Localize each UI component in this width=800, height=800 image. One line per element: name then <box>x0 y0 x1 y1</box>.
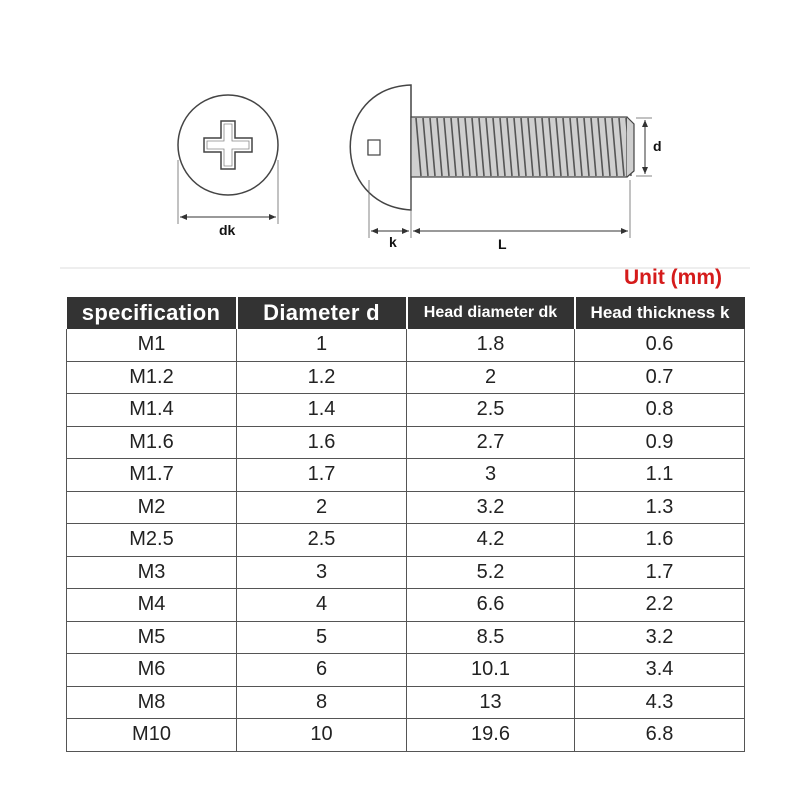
cell-head-thickness-k: 3.4 <box>575 654 745 687</box>
screw-drawing <box>0 0 800 270</box>
cell-diameter-d: 3 <box>237 556 407 589</box>
L-label: L <box>498 236 507 252</box>
cell-head-diameter-dk: 4.2 <box>407 524 575 557</box>
cell-head-thickness-k: 1.6 <box>575 524 745 557</box>
header-specification: specification <box>67 297 237 329</box>
cell-specification: M4 <box>67 589 237 622</box>
cell-diameter-d: 6 <box>237 654 407 687</box>
cell-diameter-d: 1.6 <box>237 426 407 459</box>
unit-label: Unit (mm) <box>624 266 722 289</box>
cell-head-thickness-k: 1.3 <box>575 491 745 524</box>
cell-head-thickness-k: 0.7 <box>575 361 745 394</box>
header-head-thickness-k: Head thickness k <box>575 297 745 329</box>
cell-head-diameter-dk: 3.2 <box>407 491 575 524</box>
header-diameter-d: Diameter d <box>237 297 407 329</box>
table-row <box>67 654 745 687</box>
table-row <box>67 491 745 524</box>
cell-diameter-d: 2.5 <box>237 524 407 557</box>
cell-diameter-d: 5 <box>237 621 407 654</box>
table-row <box>67 621 745 654</box>
cell-head-thickness-k: 2.2 <box>575 589 745 622</box>
cell-head-thickness-k: 0.9 <box>575 426 745 459</box>
cell-head-thickness-k: 1.7 <box>575 556 745 589</box>
cell-head-diameter-dk: 1.8 <box>407 329 575 361</box>
table-row <box>67 556 745 589</box>
table-row <box>67 394 745 427</box>
cell-head-thickness-k: 0.6 <box>575 329 745 361</box>
screw-side-view <box>350 85 652 238</box>
screw-spec-table <box>66 297 745 752</box>
table-header-row <box>67 297 745 329</box>
cell-diameter-d: 1 <box>237 329 407 361</box>
cell-head-thickness-k: 3.2 <box>575 621 745 654</box>
cell-diameter-d: 8 <box>237 686 407 719</box>
table-row <box>67 589 745 622</box>
table-row <box>67 719 745 752</box>
cell-head-diameter-dk: 6.6 <box>407 589 575 622</box>
cell-head-thickness-k: 0.8 <box>575 394 745 427</box>
cell-specification: M1 <box>67 329 237 361</box>
cell-head-diameter-dk: 13 <box>407 686 575 719</box>
table-row <box>67 361 745 394</box>
cell-specification: M5 <box>67 621 237 654</box>
cell-head-diameter-dk: 2.5 <box>407 394 575 427</box>
table-row <box>67 524 745 557</box>
cell-diameter-d: 1.7 <box>237 459 407 492</box>
cell-head-diameter-dk: 3 <box>407 459 575 492</box>
table-row <box>67 426 745 459</box>
cell-specification: M1.4 <box>67 394 237 427</box>
cell-head-thickness-k: 6.8 <box>575 719 745 752</box>
cell-specification: M6 <box>67 654 237 687</box>
cell-specification: M10 <box>67 719 237 752</box>
cell-diameter-d: 4 <box>237 589 407 622</box>
cell-head-diameter-dk: 19.6 <box>407 719 575 752</box>
cell-diameter-d: 10 <box>237 719 407 752</box>
cell-specification: M3 <box>67 556 237 589</box>
screw-head-top-view <box>178 95 278 224</box>
table-row <box>67 459 745 492</box>
cell-specification: M2 <box>67 491 237 524</box>
cell-diameter-d: 2 <box>237 491 407 524</box>
cell-specification: M1.6 <box>67 426 237 459</box>
table-row <box>67 686 745 719</box>
cell-head-thickness-k: 4.3 <box>575 686 745 719</box>
k-label: k <box>389 234 397 250</box>
d-label: d <box>653 138 662 154</box>
cell-head-diameter-dk: 10.1 <box>407 654 575 687</box>
dk-label: dk <box>219 222 236 238</box>
cell-specification: M1.7 <box>67 459 237 492</box>
cell-head-diameter-dk: 2.7 <box>407 426 575 459</box>
cell-specification: M1.2 <box>67 361 237 394</box>
cell-diameter-d: 1.2 <box>237 361 407 394</box>
cell-head-diameter-dk: 8.5 <box>407 621 575 654</box>
cell-specification: M8 <box>67 686 237 719</box>
cell-diameter-d: 1.4 <box>237 394 407 427</box>
cell-specification: M2.5 <box>67 524 237 557</box>
cell-head-diameter-dk: 5.2 <box>407 556 575 589</box>
cell-head-diameter-dk: 2 <box>407 361 575 394</box>
header-head-diameter-dk: Head diameter dk <box>407 297 575 329</box>
cell-head-thickness-k: 1.1 <box>575 459 745 492</box>
table-row <box>67 329 745 361</box>
